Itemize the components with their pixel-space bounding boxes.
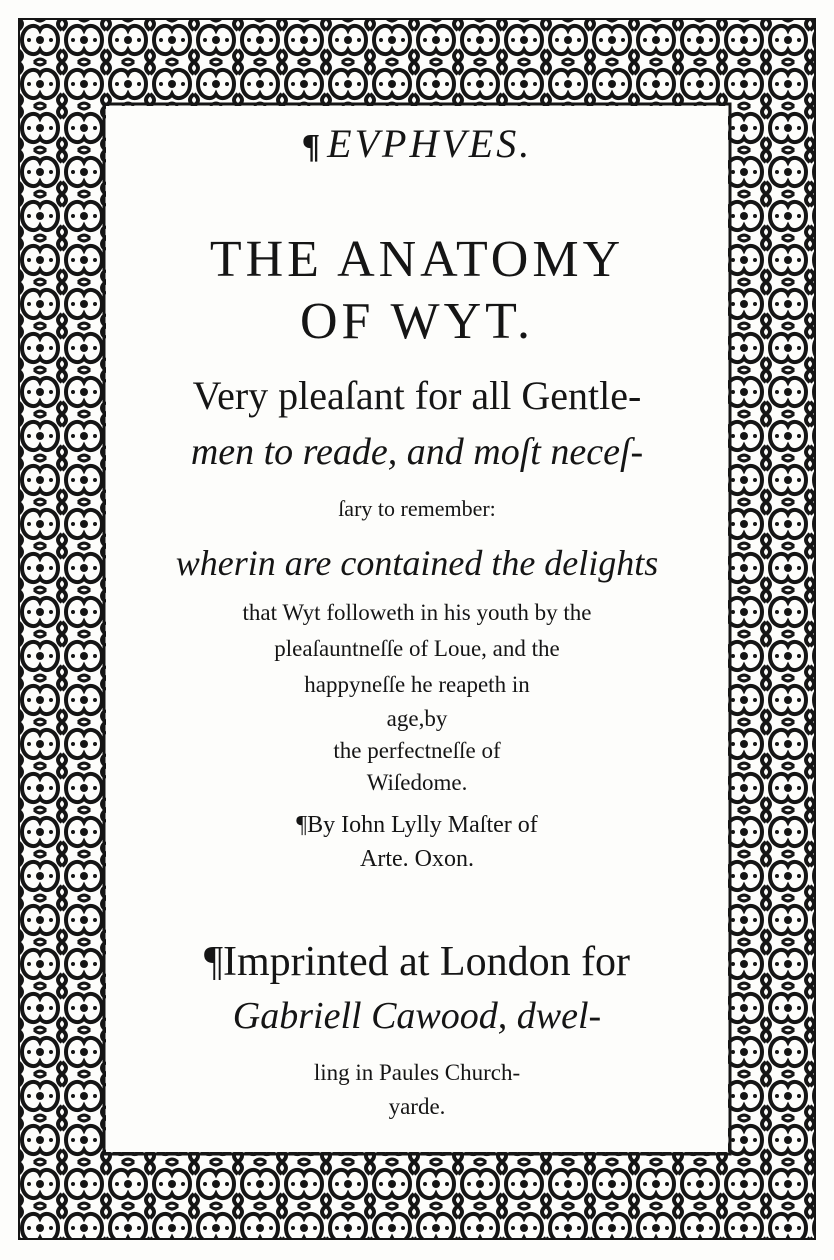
author-line-2: Arte. Oxon. (360, 846, 474, 872)
title-text-block (110, 112, 724, 1142)
subtitle-line-6: pleaſauntneſſe of Loue, and the (274, 636, 560, 661)
main-title-line-2: OF WYT. (299, 293, 535, 350)
imprint-text: Imprinted at London for (222, 939, 631, 985)
running-title-text: EVPHVES. (327, 121, 533, 166)
subtitle-line-3: ſary to remember: (338, 496, 496, 521)
author-name: By Iohn Lylly Maſter of (307, 812, 538, 838)
running-title (110, 120, 724, 167)
subtitle-line-1: Very pleaſant for all Gentle- (192, 373, 642, 418)
subtitle-line-8: age,by (386, 706, 448, 731)
subtitle-line-10: Wiſedome. (366, 770, 468, 795)
pilcrow-mark: ¶ (301, 128, 324, 165)
subtitle-line-7: happyneſſe he reapeth in (304, 672, 530, 697)
imprint-line-1 (110, 938, 724, 986)
imprint-line-4: yarde. (388, 1094, 446, 1119)
subtitle-line-4: wherin are contained the delights (175, 543, 659, 583)
subtitle-line-2: men to reade, and moſt neceſ- (190, 431, 644, 473)
main-title-line-1: THE ANATOMY (209, 231, 625, 288)
subtitle-line-5: that Wyt followeth in his youth by the (242, 600, 592, 625)
pilcrow-mark: ¶ (296, 812, 308, 838)
subtitle-line-9: the perfectneſſe of (333, 738, 501, 763)
imprint-line-3: ling in Paules Church- (313, 1060, 521, 1085)
pilcrow-mark: ¶ (203, 939, 223, 985)
imprint-line-2: Gabriell Cawood, dwel- (232, 995, 602, 1037)
author-line-1 (110, 812, 724, 839)
